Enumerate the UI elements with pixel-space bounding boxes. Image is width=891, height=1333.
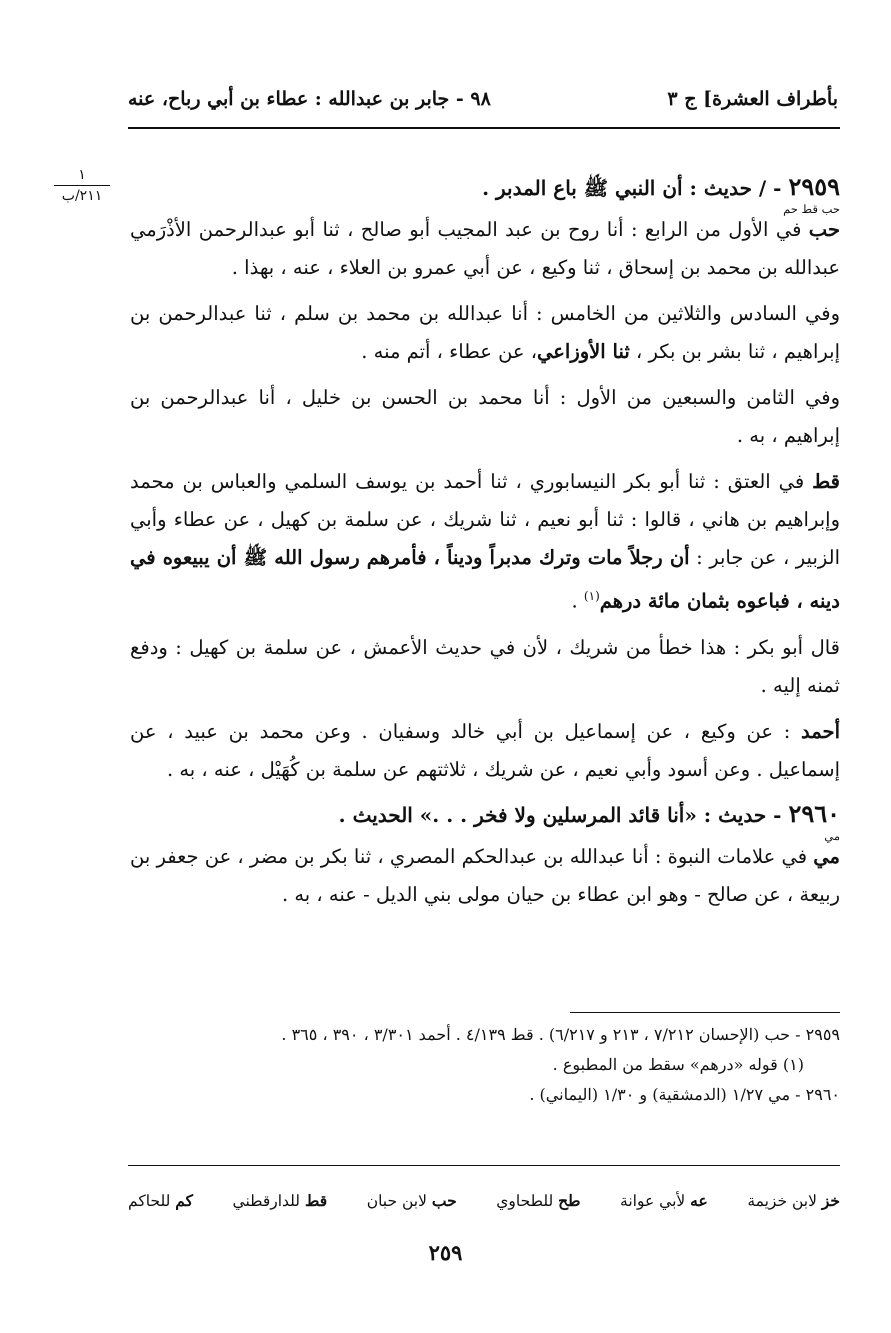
key-entry: كم للحاكم [128,1190,193,1210]
paragraph-hibban-2 [130,295,840,371]
paragraph-text: في علامات النبوة : أنا عبدالله بن عبدالحكم المصري ، ثنا بكر بن مضر ، عن جعفر بن ربيعة ، عن صالح - وهو ابن عطاء بن حيان مولى بني الديل - عنه ، به . [130,844,840,906]
running-head-right: بأطراف العشرة] ج ٣ [667,88,838,110]
paragraph-daraqutni [130,463,840,621]
hadith-title: - / حديث : أن النبي ﷺ باع المدبر . [482,176,782,200]
source-abbr: حب [808,218,840,241]
footnote-marker: (١) [583,589,600,603]
paragraph-text: في العتق : ثنا أبو بكر النيسابوري ، ثنا أحمد بن يوسف السلمي والعباس بن محمد وإبراهيم بن هاني ، قالوا : ثنا أبو نعيم ، ثنا شريك ، عن سلمة بن كهيل ، عن عطاء وأبي الزبير ، عن جابر : [130,470,840,569]
paragraph-text: . [571,589,584,613]
footnote-2959: ٢٩٥٩ - حب (الإحسان ٧/٢١٢ ، ٢١٣ و ٦/٢١٧) . قط ٤/١٣٩ . أحمد ٣/٣٠١ ، ٣٩٠ ، ٣٦٥ . [281,1025,840,1044]
source-abbr: مي [813,844,840,868]
key-entry: طح للطحاوي [496,1190,581,1210]
hadith-number: ٢٩٦٠ [788,798,840,828]
page-number: ٢٥٩ [428,1240,463,1265]
footnotes [130,1020,840,1110]
key-entry: قط للدارقطني [232,1190,328,1210]
hadith-2960-heading [130,797,840,832]
paragraph-hibban-3: وفي الثامن والسبعين من الأول : أنا محمد بن الحسن بن خليل ، أنا عبدالرحمن بن إبراهيم ، به . [130,386,840,447]
abbreviation-key-rule [128,1165,840,1166]
key-entry: عه لأبي عوانة [620,1190,708,1210]
key-entry: خز لابن خزيمة [747,1190,840,1210]
footnote-1: (١) قوله «درهم» سقط من المطبوع . [552,1055,804,1074]
key-entry: حب لابن حبان [366,1190,457,1210]
abbreviation-key [128,1186,840,1214]
source-sigla: مي [824,828,840,843]
paragraph-text: : عن وكيع ، عن إسماعيل بن أبي خالد وسفيان . وعن محمد بن عبيد ، عن إسماعيل . وعن أسود وأبي نعيم ، عن شريك ، ثلاثتهم عن سلمة بن كُهَيْل ، عنه ، به . [130,719,840,781]
running-head-left: ٩٨ - جابر بن عبدالله : عطاء بن أبي رباح، عنه [128,88,491,110]
hadith-number: ٢٩٥٩ [788,172,840,201]
margin-number: ١ [54,166,110,186]
paragraph-text: ، عن عطاء ، أتم منه . [361,340,538,363]
paragraph-hibban-1 [130,211,840,287]
header-rule [128,127,840,129]
emphasized-text: ثنا الأوزاعي [537,340,630,363]
paragraph-text: وفي السادس والثلاثين من الخامس : أنا عبدالله بن محمد بن سلم ، ثنا عبدالرحمن بن إبراهيم ، ثنا بشر بن بكر ، [130,302,840,363]
main-text [130,170,840,922]
hadith-title: - حديث : «أنا قائد المرسلين ولا فخر . . .» الحديث . [338,802,782,827]
running-head [128,82,838,116]
margin-folio: ٢١١/ب [61,188,103,204]
footnote-rule [570,1012,840,1013]
matn-text: أن رجلاً مات وترك مدبراً وديناً ، فأمرهم رسول الله ﷺ أن يبيعوه في دينه ، فباعوه بثمان مائة درهم [130,546,840,613]
hadith-2959-heading [130,170,840,205]
paragraph-abu-bakr-comment: قال أبو بكر : هذا خطأ من شريك ، لأن في حديث الأعمش ، عن سلمة بن كهيل : ودفع ثمنه إليه . [130,635,840,697]
source-sigla: حب قط حم [783,202,840,216]
source-abbr: قط [812,470,840,493]
paragraph-ahmad [130,713,840,789]
footnote-2960: ٢٩٦٠ - مي ١/٢٧ (الدمشقية) و ١/٣٠ (اليماني) . [529,1085,840,1104]
paragraph-text: في الأول من الرابع : أنا روح بن عبد المجيب أبو صالح ، ثنا أبو عبدالرحمن الأذْرَمي عبدالله بن محمد بن إسحاق ، ثنا وكيع ، عن أبي عمرو بن العلاء ، عنه ، بهذا . [130,218,840,279]
source-abbr: أحمد [801,719,840,743]
paragraph-darimi [130,838,840,914]
manuscript-folio-marker [54,166,110,205]
